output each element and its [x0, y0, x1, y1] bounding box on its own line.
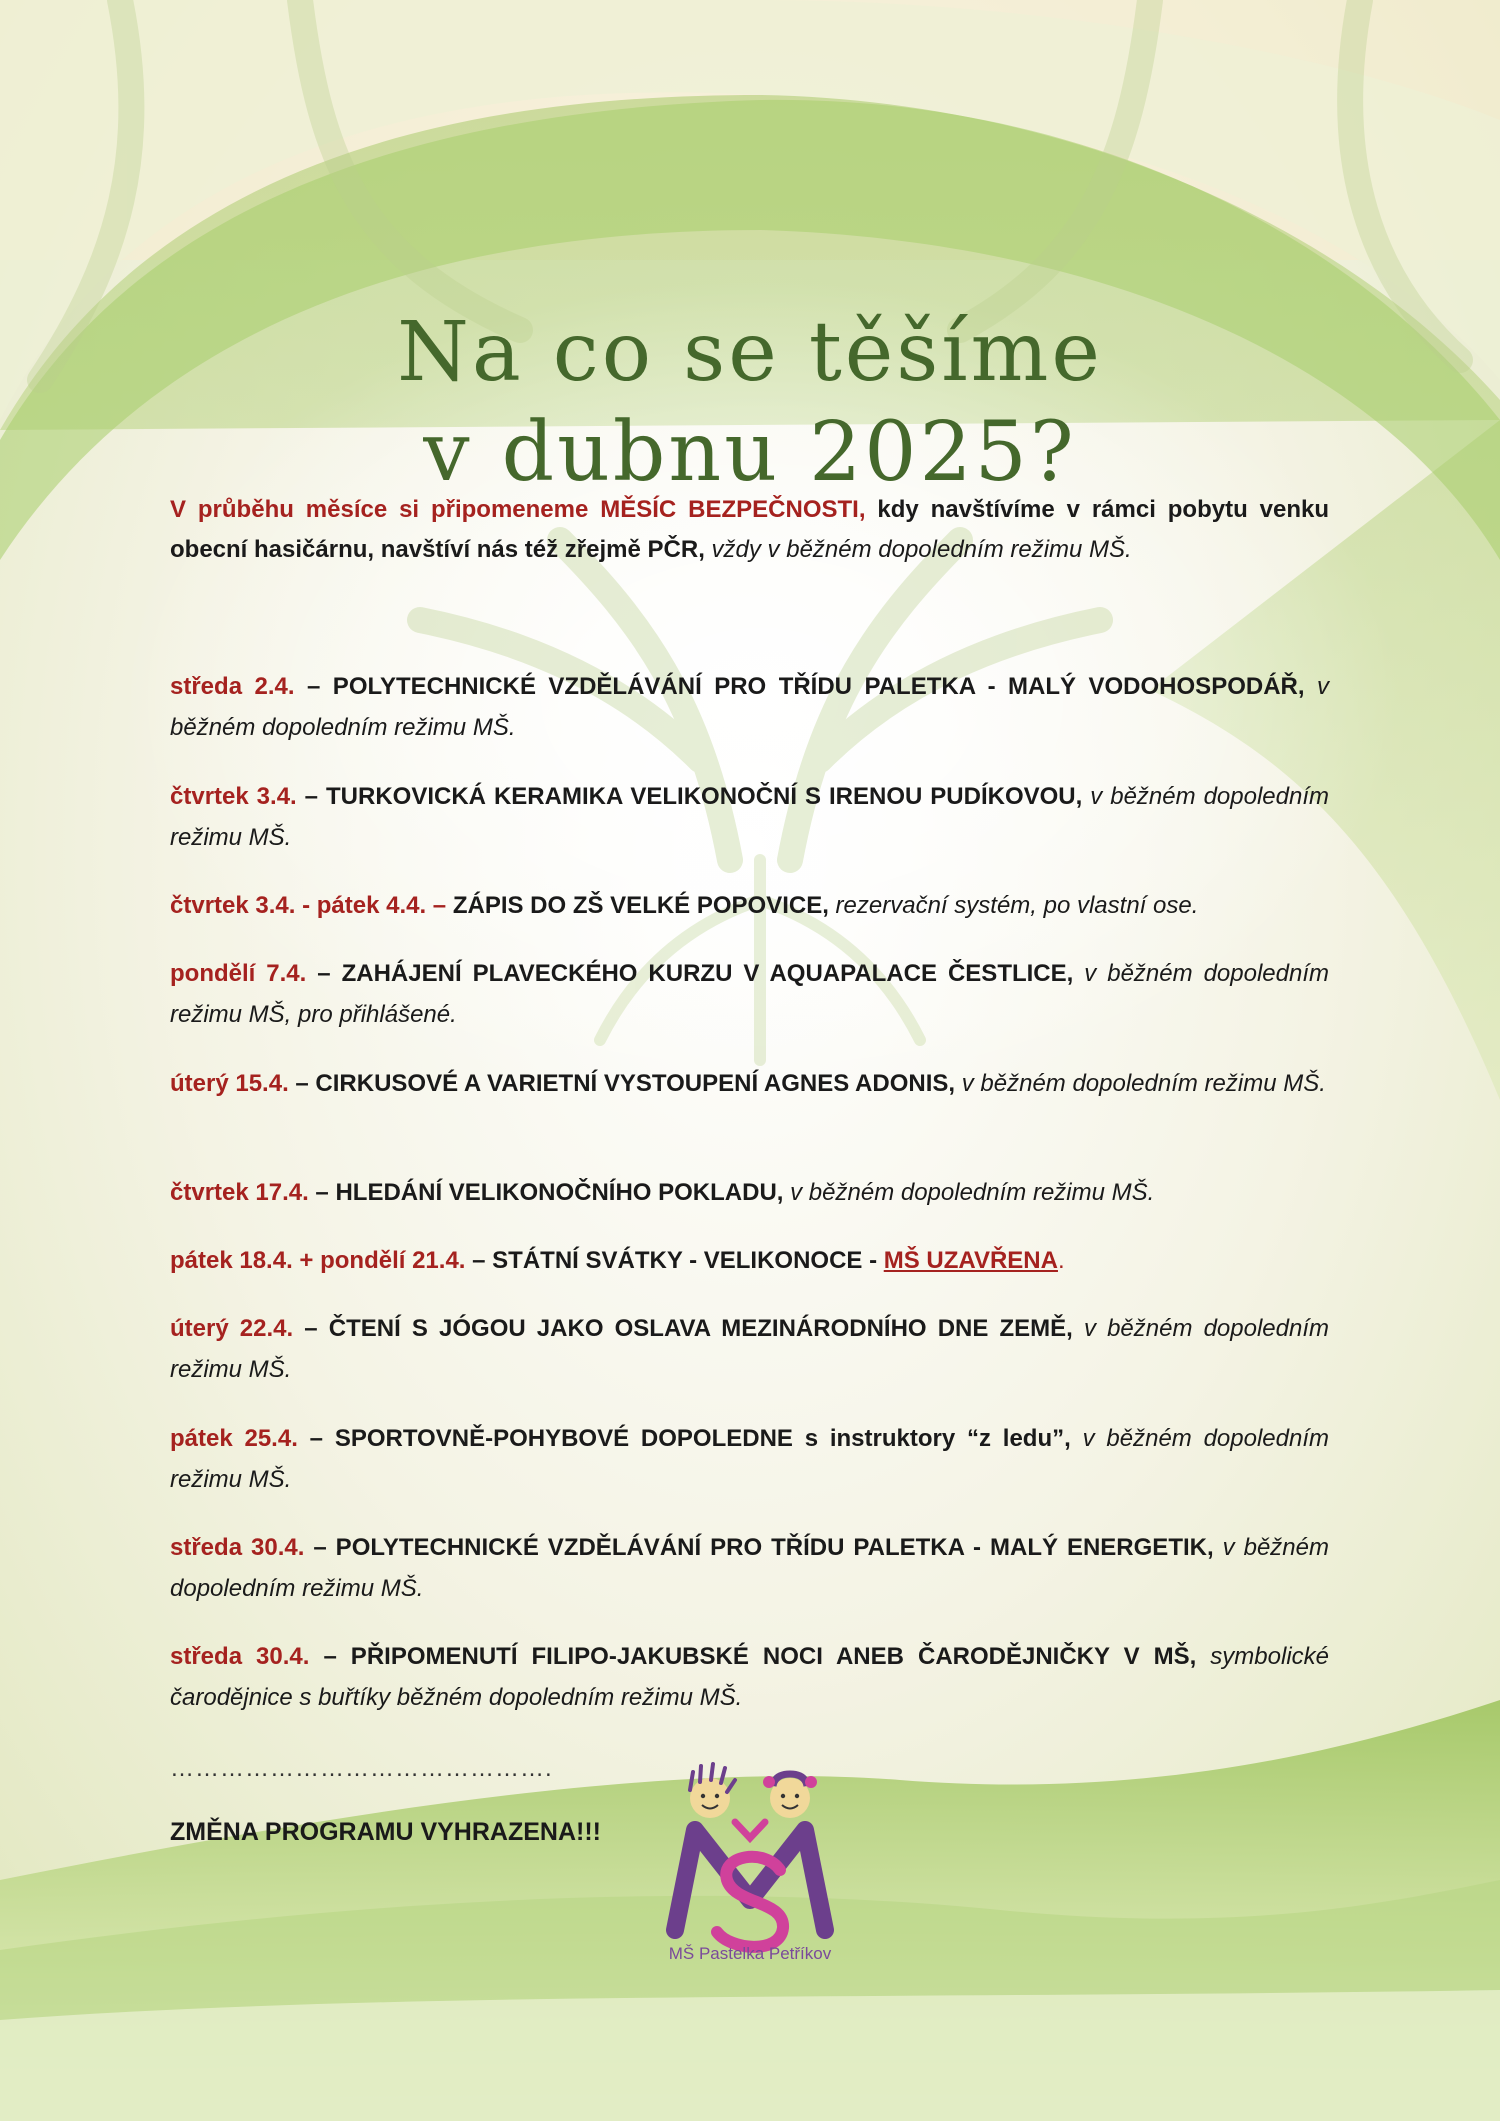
event-title: – PŘIPOMENUTÍ FILIPO-JAKUBSKÉ NOCI ANEB ČARODĚJNIČKY V MŠ, [309, 1643, 1197, 1670]
event-title: – POLYTECHNICKÉ VZDĚLÁVÁNÍ PRO TŘÍDU PALETKA - MALÝ VODOHOSPODÁŘ, [294, 673, 1305, 700]
event-date: pátek 18.4. + pondělí 21.4. [170, 1247, 466, 1274]
logo-caption: MŠ Pastelka Petříkov [668, 1944, 832, 1963]
event-date: pátek 25.4. [170, 1425, 298, 1452]
event-note: v běžném dopoledním režimu MŠ. [170, 783, 1329, 851]
event-date: středa 2.4. [170, 673, 295, 700]
title-line-2: v dubnu 2025? [423, 404, 1077, 500]
event-date: pondělí 7.4. [170, 960, 307, 987]
event-note: v běžném dopoledním režimu MŠ. [783, 1179, 1155, 1206]
closed-notice: MŠ UZAVŘENA [883, 1247, 1058, 1274]
event-note: v běžném dopoledním režimu MŠ, pro přihlášené. [170, 960, 1329, 1028]
event-item [170, 776, 1329, 858]
event-date: úterý 15.4. [170, 1070, 289, 1097]
intro-lead-bold: kdy navštívíme v rámci pobytu venku obecní hasičárnu, navštíví nás též zřejmě PČR, [170, 496, 1329, 563]
intro-lead-italic: vždy v běžném dopoledním režimu MŠ. [711, 536, 1132, 563]
event-note: v běžném dopoledním režimu MŠ. [170, 673, 1330, 741]
event-item [170, 1308, 1329, 1390]
event-item [170, 1527, 1329, 1609]
event-title: – STÁTNÍ SVÁTKY - VELIKONOCE - [465, 1247, 884, 1274]
event-date: čtvrtek 3.4. - pátek 4.4. – [170, 892, 447, 919]
event-note: v běžném dopoledním režimu MŠ. [170, 1425, 1330, 1493]
event-item [170, 1063, 1329, 1104]
event-title: – SPORTOVNĚ-POHYBOVÉ DOPOLEDNE s instruktory “z ledu”, [297, 1425, 1071, 1452]
event-item [170, 885, 1329, 926]
event-item [170, 666, 1329, 748]
event-date: úterý 22.4. [170, 1315, 294, 1342]
event-note: rezervační systém, po vlastní ose. [828, 892, 1199, 919]
event-title: – HLEDÁNÍ VELIKONOČNÍHO POKLADU, [308, 1179, 784, 1206]
event-note: v běžném dopoledním režimu MŠ. [170, 1315, 1330, 1383]
event-item [170, 1240, 1329, 1281]
title-line-1: Na co se těšíme [397, 304, 1103, 400]
event-date: čtvrtek 17.4. [170, 1179, 309, 1206]
change-notice: ZMĚNA PROGRAMU VYHRAZENA!!! [170, 1818, 601, 1846]
dotted-separator: ………………………………………. [170, 1755, 553, 1782]
event-date: středa 30.4. [170, 1534, 305, 1561]
event-title: – TURKOVICKÁ KERAMIKA VELIKONOČNÍ S IRENOU PUDÍKOVOU, [296, 783, 1083, 810]
event-note: v běžném dopoledním režimu MŠ. [955, 1070, 1326, 1097]
event-title: – CIRKUSOVÉ A VARIETNÍ VYSTOUPENÍ AGNES ADONIS, [288, 1070, 956, 1097]
event-date: čtvrtek 3.4. [170, 783, 297, 810]
intro-lead-red: V průběhu měsíce si připomeneme MĚSÍC BEZPEČNOSTI, [170, 496, 866, 523]
event-note: v běžném dopoledním režimu MŠ. [170, 1534, 1329, 1602]
event-item [170, 1636, 1329, 1718]
event-title: ZÁPIS DO ZŠ VELKÉ POPOVICE, [446, 892, 829, 919]
intro-paragraph [170, 490, 1329, 570]
event-date: středa 30.4. [170, 1643, 310, 1670]
event-title: – POLYTECHNICKÉ VZDĚLÁVÁNÍ PRO TŘÍDU PALETKA - MALÝ ENERGETIK, [304, 1534, 1214, 1561]
event-title: – ZAHÁJENÍ PLAVECKÉHO KURZU V AQUAPALACE ČESTLICE, [306, 960, 1074, 987]
page-title [250, 303, 1250, 503]
closed-notice-end: . [1057, 1247, 1065, 1274]
event-item [170, 1172, 1329, 1213]
event-item [170, 1418, 1329, 1500]
event-item [170, 953, 1329, 1035]
school-logo [655, 1750, 845, 1975]
event-note: symbolické čarodějnice s buřtíky běžném dopoledním režimu MŠ. [170, 1643, 1329, 1711]
event-title: – ČTENÍ S JÓGOU JAKO OSLAVA MEZINÁRODNÍHO DNE ZEMĚ, [293, 1315, 1073, 1342]
